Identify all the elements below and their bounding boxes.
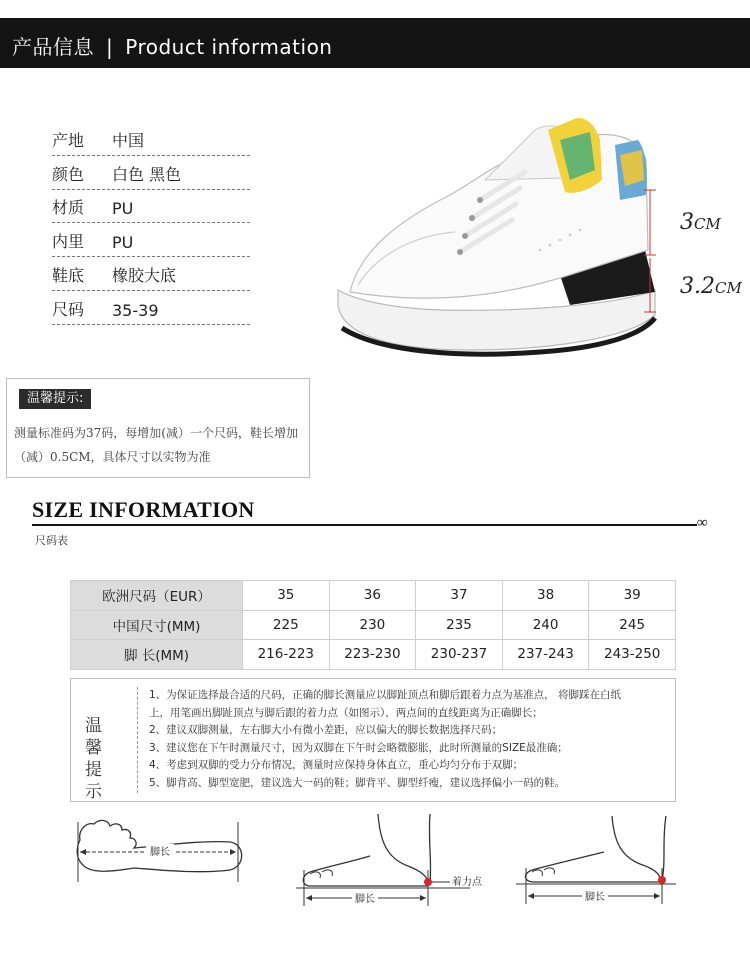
notes-list <box>149 687 673 792</box>
notes-title: 温 馨 提 示 <box>85 716 106 802</box>
sole-height-number: 3.2 <box>680 274 715 299</box>
attr-value: PU <box>112 199 134 219</box>
product-info-banner <box>0 18 750 68</box>
table-cell: 38 <box>502 581 589 611</box>
size-info-rule <box>32 524 697 526</box>
table-cell: 36 <box>329 581 416 611</box>
list-item: 4、考虑到双脚的受力分布情况，测量时应保持身体直立，重心均匀分布于双脚； <box>149 759 524 771</box>
attr-label: 产地 <box>52 130 85 150</box>
measure-notes-box <box>70 678 676 802</box>
side-view-length-label: 脚长 <box>355 894 375 905</box>
table-cell: 243-250 <box>589 640 676 670</box>
table-cell: 240 <box>502 610 589 640</box>
foot-top-view-diagram <box>70 812 250 892</box>
attr-value: 中国 <box>112 130 145 150</box>
table-cell: 245 <box>589 610 676 640</box>
tips-tag: 温馨提示: <box>19 389 91 409</box>
size-info-subtitle: 尺码表 <box>35 534 68 547</box>
list-item: 上，用笔画出脚趾顶点与脚后跟的着力点（如图示），两点间的直线距离为正确脚长； <box>149 706 543 719</box>
tips-box <box>6 378 310 478</box>
sole-height-unit: CM <box>715 279 742 297</box>
foot-side-view-diagram-2 <box>510 812 680 912</box>
row-header-foot-length: 脚 长(MM) <box>71 640 243 670</box>
notes-divider <box>137 687 138 793</box>
attr-value: 白色 黑色 <box>112 164 182 184</box>
banner-title-en: Product information <box>125 35 333 59</box>
list-item: 3、建议您在下午时测量尺寸，因为双脚在下午时会略微膨胀，此时所测量的SIZE最准确； <box>149 741 568 754</box>
table-cell: 237-243 <box>502 640 589 670</box>
attr-label: 鞋底 <box>52 265 85 285</box>
sneaker-image <box>320 100 665 365</box>
table-cell: 37 <box>416 581 503 611</box>
list-item: 5、脚背高、脚型宽肥，建议选大一码的鞋；脚背平、脚型纤瘦，建议选择偏小一码的鞋。 <box>149 776 566 789</box>
list-item: 1、为保证选择最合适的尺码，正确的脚长测量应以脚趾顶点和脚后跟着力点为基准点， 将脚踩在白纸 <box>149 689 622 701</box>
attr-row-material <box>52 190 250 224</box>
attr-label: 颜色 <box>52 164 85 184</box>
attr-label: 内里 <box>52 232 85 252</box>
upper-height-number: 3 <box>680 210 694 235</box>
attr-row-size <box>52 291 250 325</box>
table-cell: 39 <box>589 581 676 611</box>
table-cell: 35 <box>243 581 330 611</box>
table-row <box>71 610 676 640</box>
foot-side-view-diagram <box>290 810 510 910</box>
banner-separator: | <box>106 35 114 59</box>
table-cell: 225 <box>243 610 330 640</box>
table-row <box>71 581 676 611</box>
upper-height-label <box>680 210 721 235</box>
product-attributes <box>52 122 250 325</box>
force-point-label: 着力点 <box>452 877 482 888</box>
attr-row-sole <box>52 257 250 291</box>
force-point-marker-2 <box>658 876 666 884</box>
attr-label: 材质 <box>52 198 85 218</box>
attr-value: 橡胶大底 <box>112 265 177 285</box>
force-point-marker <box>424 878 432 886</box>
table-cell: 235 <box>416 610 503 640</box>
table-cell: 223-230 <box>329 640 416 670</box>
attr-row-color <box>52 156 250 190</box>
row-header-cn: 中国尺寸(MM) <box>71 610 243 640</box>
tips-text: 测量标准码为37码，每增加(减）一个尺码，鞋长增加（减）0.5CM，具体尺寸以实物为准 <box>14 426 298 464</box>
table-row <box>71 640 676 670</box>
table-cell: 230 <box>329 610 416 640</box>
attr-value: PU <box>112 233 134 253</box>
size-info-mark: ∞ <box>697 515 708 531</box>
attr-label: 尺码 <box>52 299 85 319</box>
table-cell: 230-237 <box>416 640 503 670</box>
banner-title <box>12 31 332 60</box>
banner-title-cn: 产品信息 <box>12 35 94 59</box>
side-view-2-length-label: 脚长 <box>585 892 605 903</box>
upper-height-unit: CM <box>694 215 721 233</box>
sole-height-label <box>680 274 742 299</box>
size-info-title: SIZE INFORMATION <box>32 497 255 522</box>
attr-row-lining <box>52 223 250 257</box>
row-header-eur: 欧洲尺码（EUR） <box>71 581 243 611</box>
attr-row-origin <box>52 122 250 156</box>
size-table <box>70 580 676 670</box>
top-view-length-label: 脚长 <box>150 847 170 858</box>
attr-value: 35-39 <box>112 300 159 320</box>
list-item: 2、建议双脚测量，左右脚大小有微小差距，应以偏大的脚长数据选择尺码； <box>149 724 503 736</box>
table-cell: 216-223 <box>243 640 330 670</box>
